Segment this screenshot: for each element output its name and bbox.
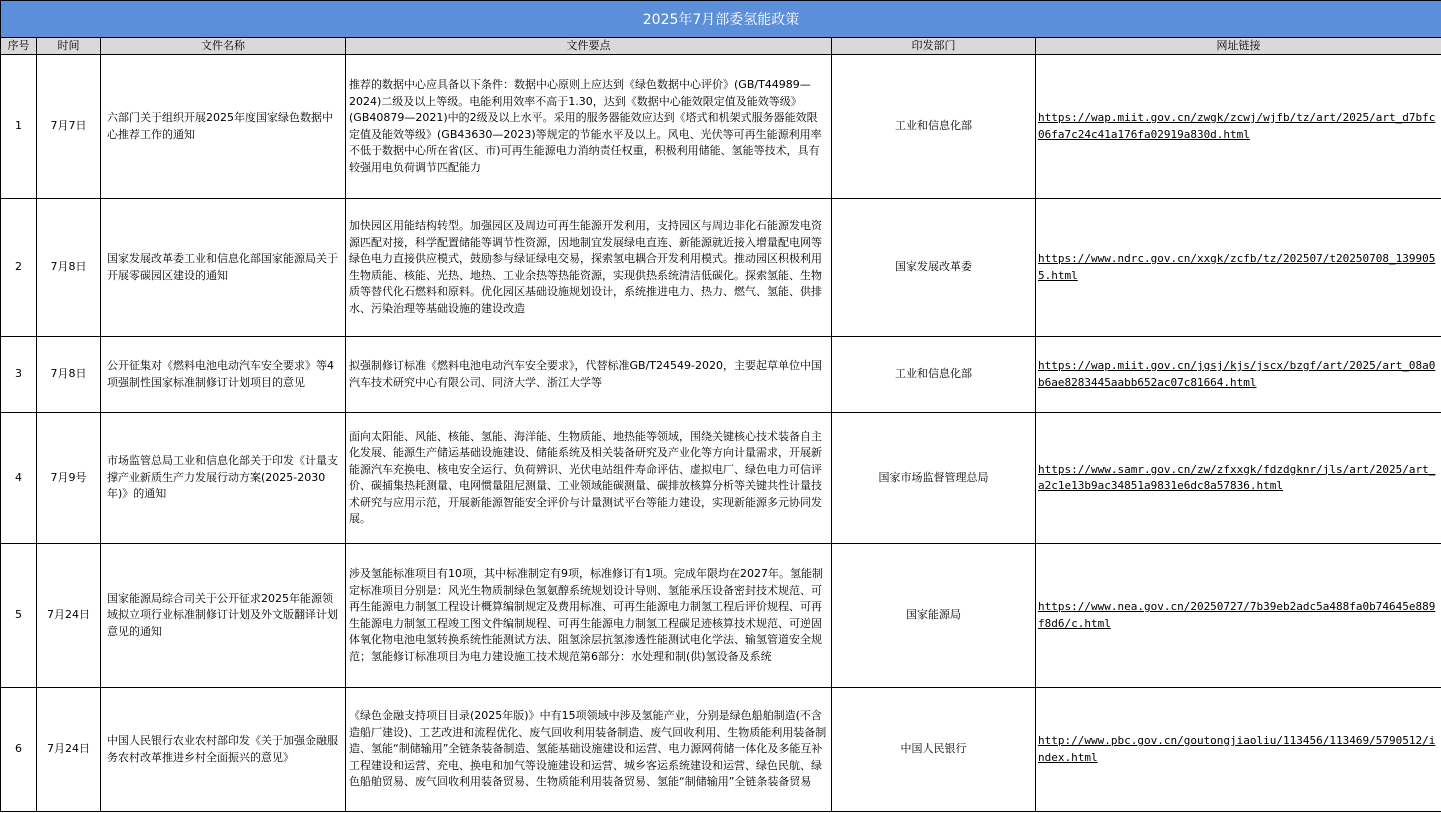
cell-department[interactable]: 中国人民银行 <box>832 688 1036 812</box>
url-link[interactable]: http://www.pbc.gov.cn/goutongjiaoliu/113456/113469/5790512/index.html <box>1038 734 1436 764</box>
cell-index[interactable]: 3 <box>1 337 37 413</box>
cell-date[interactable]: 7月24日 <box>37 688 101 812</box>
cell-date[interactable]: 7月7日 <box>37 55 101 199</box>
cell-key-points[interactable]: 《绿色金融支持项目目录(2025年版)》中有15项领域中涉及氢能产业，分别是绿色船舶制造(不含造船厂建设)、工艺改进和流程优化、废气回收利用装备制造、废气回收利用、生物质能利用装备制造、氢能“制储输用”全链条装备制造、氢能基础设施建设和运营、电力源网荷储一体化及多能互补工程建设和运营、充电、换电和加气等设施建设和运营、城乡客运系统建设和运营、绿色民航、绿色船舶贸易、废气回收利用装备贸易、生物质能利用装备贸易、氢能“制储输用”全链条装备贸易 <box>346 688 832 812</box>
cell-key-points[interactable]: 涉及氢能标准项目有10项，其中标准制定有9项，标准修订有1项。完成年限均在2027年。氢能制定标准项目分别是：风光生物质制绿色氢氨醇系统规划设计导则、氢能承压设备密封技术规范、可再生能源电力制氢工程设计概算编制规定及费用标准、可再生能源电力制氢工程后评价规程、可再生能源电力制氢工程竣工图文件编制规程、可再生能源电力制氢工程碳足迹核算技术规范、可逆固体氧化物电池电氢转换系统性能测试方法、阻氢涂层抗氢渗透性能测试电化学法、输氢管道安全规范；氢能修订标准项目为电力建设施工技术规范第6部分：水处理和制(供)氢设备及系统 <box>346 544 832 688</box>
cell-file-name[interactable]: 国家能源局综合司关于公开征求2025年能源领域拟立项行业标准制修订计划及外文版翻译计划意见的通知 <box>101 544 346 688</box>
cell-url[interactable] <box>1036 544 1441 688</box>
cell-file-name[interactable]: 公开征集对《燃料电池电动汽车安全要求》等4项强制性国家标准制修订计划项目的意见 <box>101 337 346 413</box>
header-url[interactable]: 网址链接 <box>1036 38 1441 55</box>
cell-department[interactable]: 工业和信息化部 <box>832 55 1036 199</box>
cell-index[interactable]: 1 <box>1 55 37 199</box>
cell-index[interactable]: 6 <box>1 688 37 812</box>
header-department[interactable]: 印发部门 <box>832 38 1036 55</box>
header-row <box>1 38 1441 55</box>
url-link[interactable]: https://www.ndrc.gov.cn/xxgk/zcfb/tz/202507/t20250708_1399055.html <box>1038 252 1436 282</box>
header-key-points[interactable]: 文件要点 <box>346 38 832 55</box>
cell-key-points[interactable]: 加快园区用能结构转型。加强园区及周边可再生能源开发利用，支持园区与周边非化石能源发电资源匹配对接，科学配置储能等调节性资源，因地制宜发展绿电直连、新能源就近接入增量配电网等绿色电力直接供应模式，鼓励参与绿证绿电交易，探索氢电耦合开发利用模式。推动园区积极利用生物质能、核能、光热、地热、工业余热等热能资源，实现供热系统清洁低碳化。探索氢能、生物质等替代化石燃料和原料。优化园区基础设施规划设计，系统推进电力、热力、燃气、氢能、供排水、污染治理等基础设施的建设改造 <box>346 199 832 337</box>
url-link[interactable]: https://wap.miit.gov.cn/jgsj/kjs/jscx/bzgf/art/2025/art_08a0b6ae8283445aabb652ac07c81664.html <box>1038 359 1436 389</box>
title-row <box>1 1 1441 38</box>
table-row <box>1 688 1441 812</box>
cell-file-name[interactable]: 市场监管总局工业和信息化部关于印发《计量支撑产业新质生产力发展行动方案(2025-2030年)》的通知 <box>101 413 346 544</box>
url-link[interactable]: https://wap.miit.gov.cn/zwgk/zcwj/wjfb/tz/art/2025/art_d7bfc06fa7c24c41a176fa02919a830d.html <box>1038 111 1436 141</box>
cell-date[interactable]: 7月24日 <box>37 544 101 688</box>
cell-department[interactable]: 工业和信息化部 <box>832 337 1036 413</box>
cell-url[interactable] <box>1036 337 1441 413</box>
cell-url[interactable] <box>1036 199 1441 337</box>
cell-date[interactable]: 7月9号 <box>37 413 101 544</box>
cell-key-points[interactable]: 拟强制修订标准《燃料电池电动汽车安全要求》，代替标准GB/T24549-2020，主要起草单位中国汽车技术研究中心有限公司、同济大学、浙江大学等 <box>346 337 832 413</box>
sheet-title[interactable]: 2025年7月部委氢能政策 <box>1 1 1441 38</box>
cell-department[interactable]: 国家发展改革委 <box>832 199 1036 337</box>
cell-url[interactable] <box>1036 413 1441 544</box>
cell-key-points[interactable]: 面向太阳能、风能、核能、氢能、海洋能、生物质能、地热能等领域，围绕关键核心技术装备自主化发展、能源生产储运基础设施建设、储能系统及相关装备研究及产业化等方向计量需求，开展新能源汽车充换电、核电安全运行、负荷辨识、光伏电站组件寿命评估、虚拟电厂、绿色电力可信评价、碳捕集热耗测量、电网惯量阻尼测量、工业领域能碳测量、碳排放核算分析等关键共性计量技术研究与应用示范，开展新能源智能安全评价与计量测试平台等能力建设，实现新能源多元协同发展。 <box>346 413 832 544</box>
url-link[interactable]: https://www.samr.gov.cn/zw/zfxxgk/fdzdgknr/jls/art/2025/art_a2c1e13b9ac34851a9831e6dc8a57836.html <box>1038 462 1436 492</box>
table-row <box>1 544 1441 688</box>
table-row <box>1 337 1441 413</box>
cell-index[interactable]: 2 <box>1 199 37 337</box>
table-row <box>1 199 1441 337</box>
cell-index[interactable]: 4 <box>1 413 37 544</box>
table-row <box>1 55 1441 199</box>
cell-date[interactable]: 7月8日 <box>37 199 101 337</box>
header-file-name[interactable]: 文件名称 <box>101 38 346 55</box>
cell-date[interactable]: 7月8日 <box>37 337 101 413</box>
cell-key-points[interactable]: 推荐的数据中心应具备以下条件：数据中心原则上应达到《绿色数据中心评价》(GB/T44989—2024)二级及以上等级。电能利用效率不高于1.30，达到《数据中心能效限定值及能效等级》(GB40879—2021)中的2级及以上水平。采用的服务器能效应达到《塔式和机架式服务器能效限定值及能效等级》(GB43630—2023)等规定的节能水平及以上。风电、光伏等可再生能源利用率不低于数据中心所在省(区、市)可再生能源电力消纳责任权重，积极利用储能、氢能等技术，具有较强用电负荷调节匹配能力 <box>346 55 832 199</box>
cell-file-name[interactable]: 国家发展改革委工业和信息化部国家能源局关于开展零碳园区建设的通知 <box>101 199 346 337</box>
header-index[interactable]: 序号 <box>1 38 37 55</box>
cell-index[interactable]: 5 <box>1 544 37 688</box>
cell-url[interactable] <box>1036 55 1441 199</box>
header-date[interactable]: 时间 <box>37 38 101 55</box>
cell-department[interactable]: 国家市场监督管理总局 <box>832 413 1036 544</box>
url-link[interactable]: https://www.nea.gov.cn/20250727/7b39eb2adc5a488fa0b74645e889f8d6/c.html <box>1038 600 1436 630</box>
cell-file-name[interactable]: 中国人民银行农业农村部印发《关于加强金融服务农村改革推进乡村全面振兴的意见》 <box>101 688 346 812</box>
table-row <box>1 413 1441 544</box>
cell-url[interactable] <box>1036 688 1441 812</box>
cell-file-name[interactable]: 六部门关于组织开展2025年度国家绿色数据中心推荐工作的通知 <box>101 55 346 199</box>
cell-department[interactable]: 国家能源局 <box>832 544 1036 688</box>
